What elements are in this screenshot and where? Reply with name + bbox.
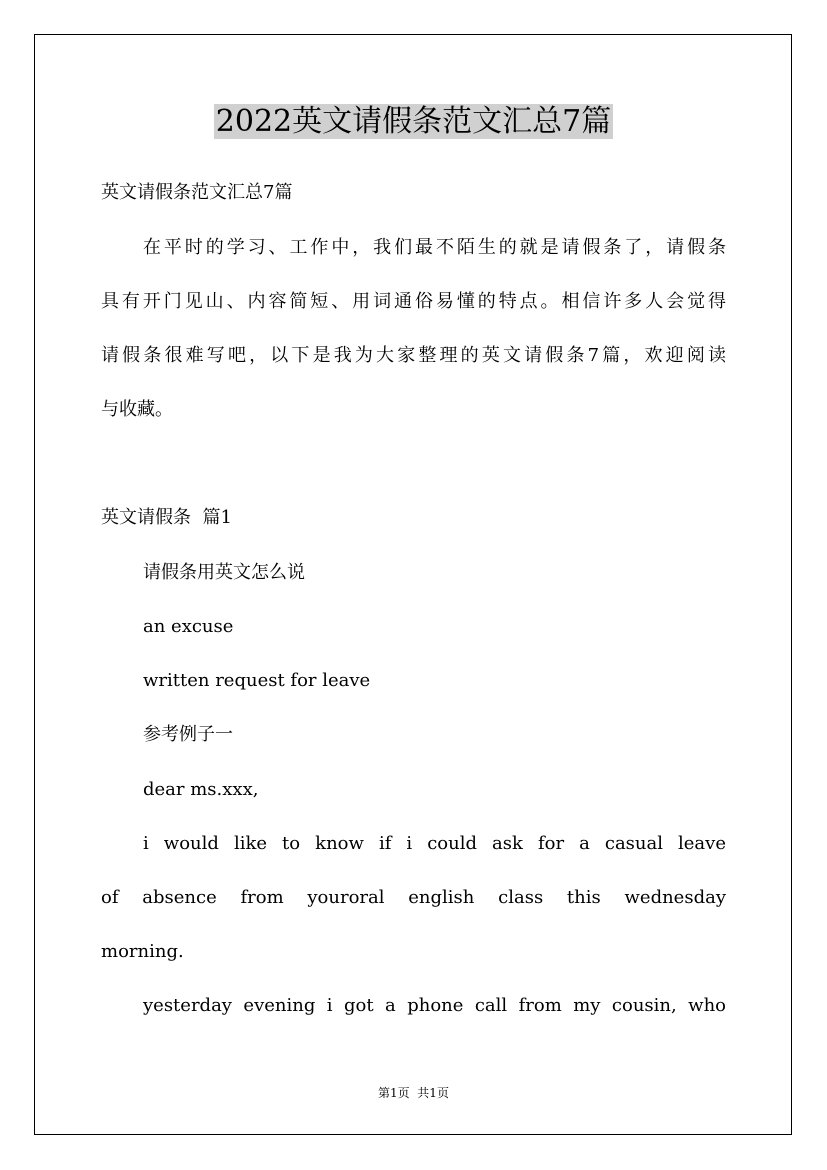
body-line-7: of absence from youroral english class this wednesday (101, 887, 726, 908)
body-line-6: i would like to know if i could ask for a casual leave (143, 833, 726, 854)
document-title (0, 100, 827, 144)
body-line-4: 参考例子一 (143, 724, 233, 745)
intro-line-1: 在平时的学习、工作中，我们最不陌生的就是请假条了，请假条 (143, 237, 726, 258)
body-line-3: written request for leave (143, 670, 371, 691)
body-line-9: yesterday evening i got a phone call from my cousin, who (143, 995, 726, 1016)
body-line-2: an excuse (143, 616, 234, 637)
body-line-1: 请假条用英文怎么说 (143, 562, 305, 583)
section-heading: 英文请假条 篇1 (101, 507, 232, 528)
document-title-text: 2022英文请假条范文汇总7篇 (215, 104, 612, 139)
body-line-8: morning. (101, 941, 184, 962)
document-subtitle: 英文请假条范文汇总7篇 (101, 182, 293, 203)
page-number: 第1页 共1页 (378, 1086, 449, 1100)
intro-line-3: 请假条很难写吧，以下是我为大家整理的英文请假条7篇，欢迎阅读 (101, 345, 726, 366)
intro-line-4: 与收藏。 (101, 399, 173, 420)
body-line-5: dear ms.xxx, (143, 779, 259, 800)
intro-line-2: 具有开门见山、内容简短、用词通俗易懂的特点。相信许多人会觉得 (101, 291, 726, 312)
page-footer (0, 1084, 827, 1102)
